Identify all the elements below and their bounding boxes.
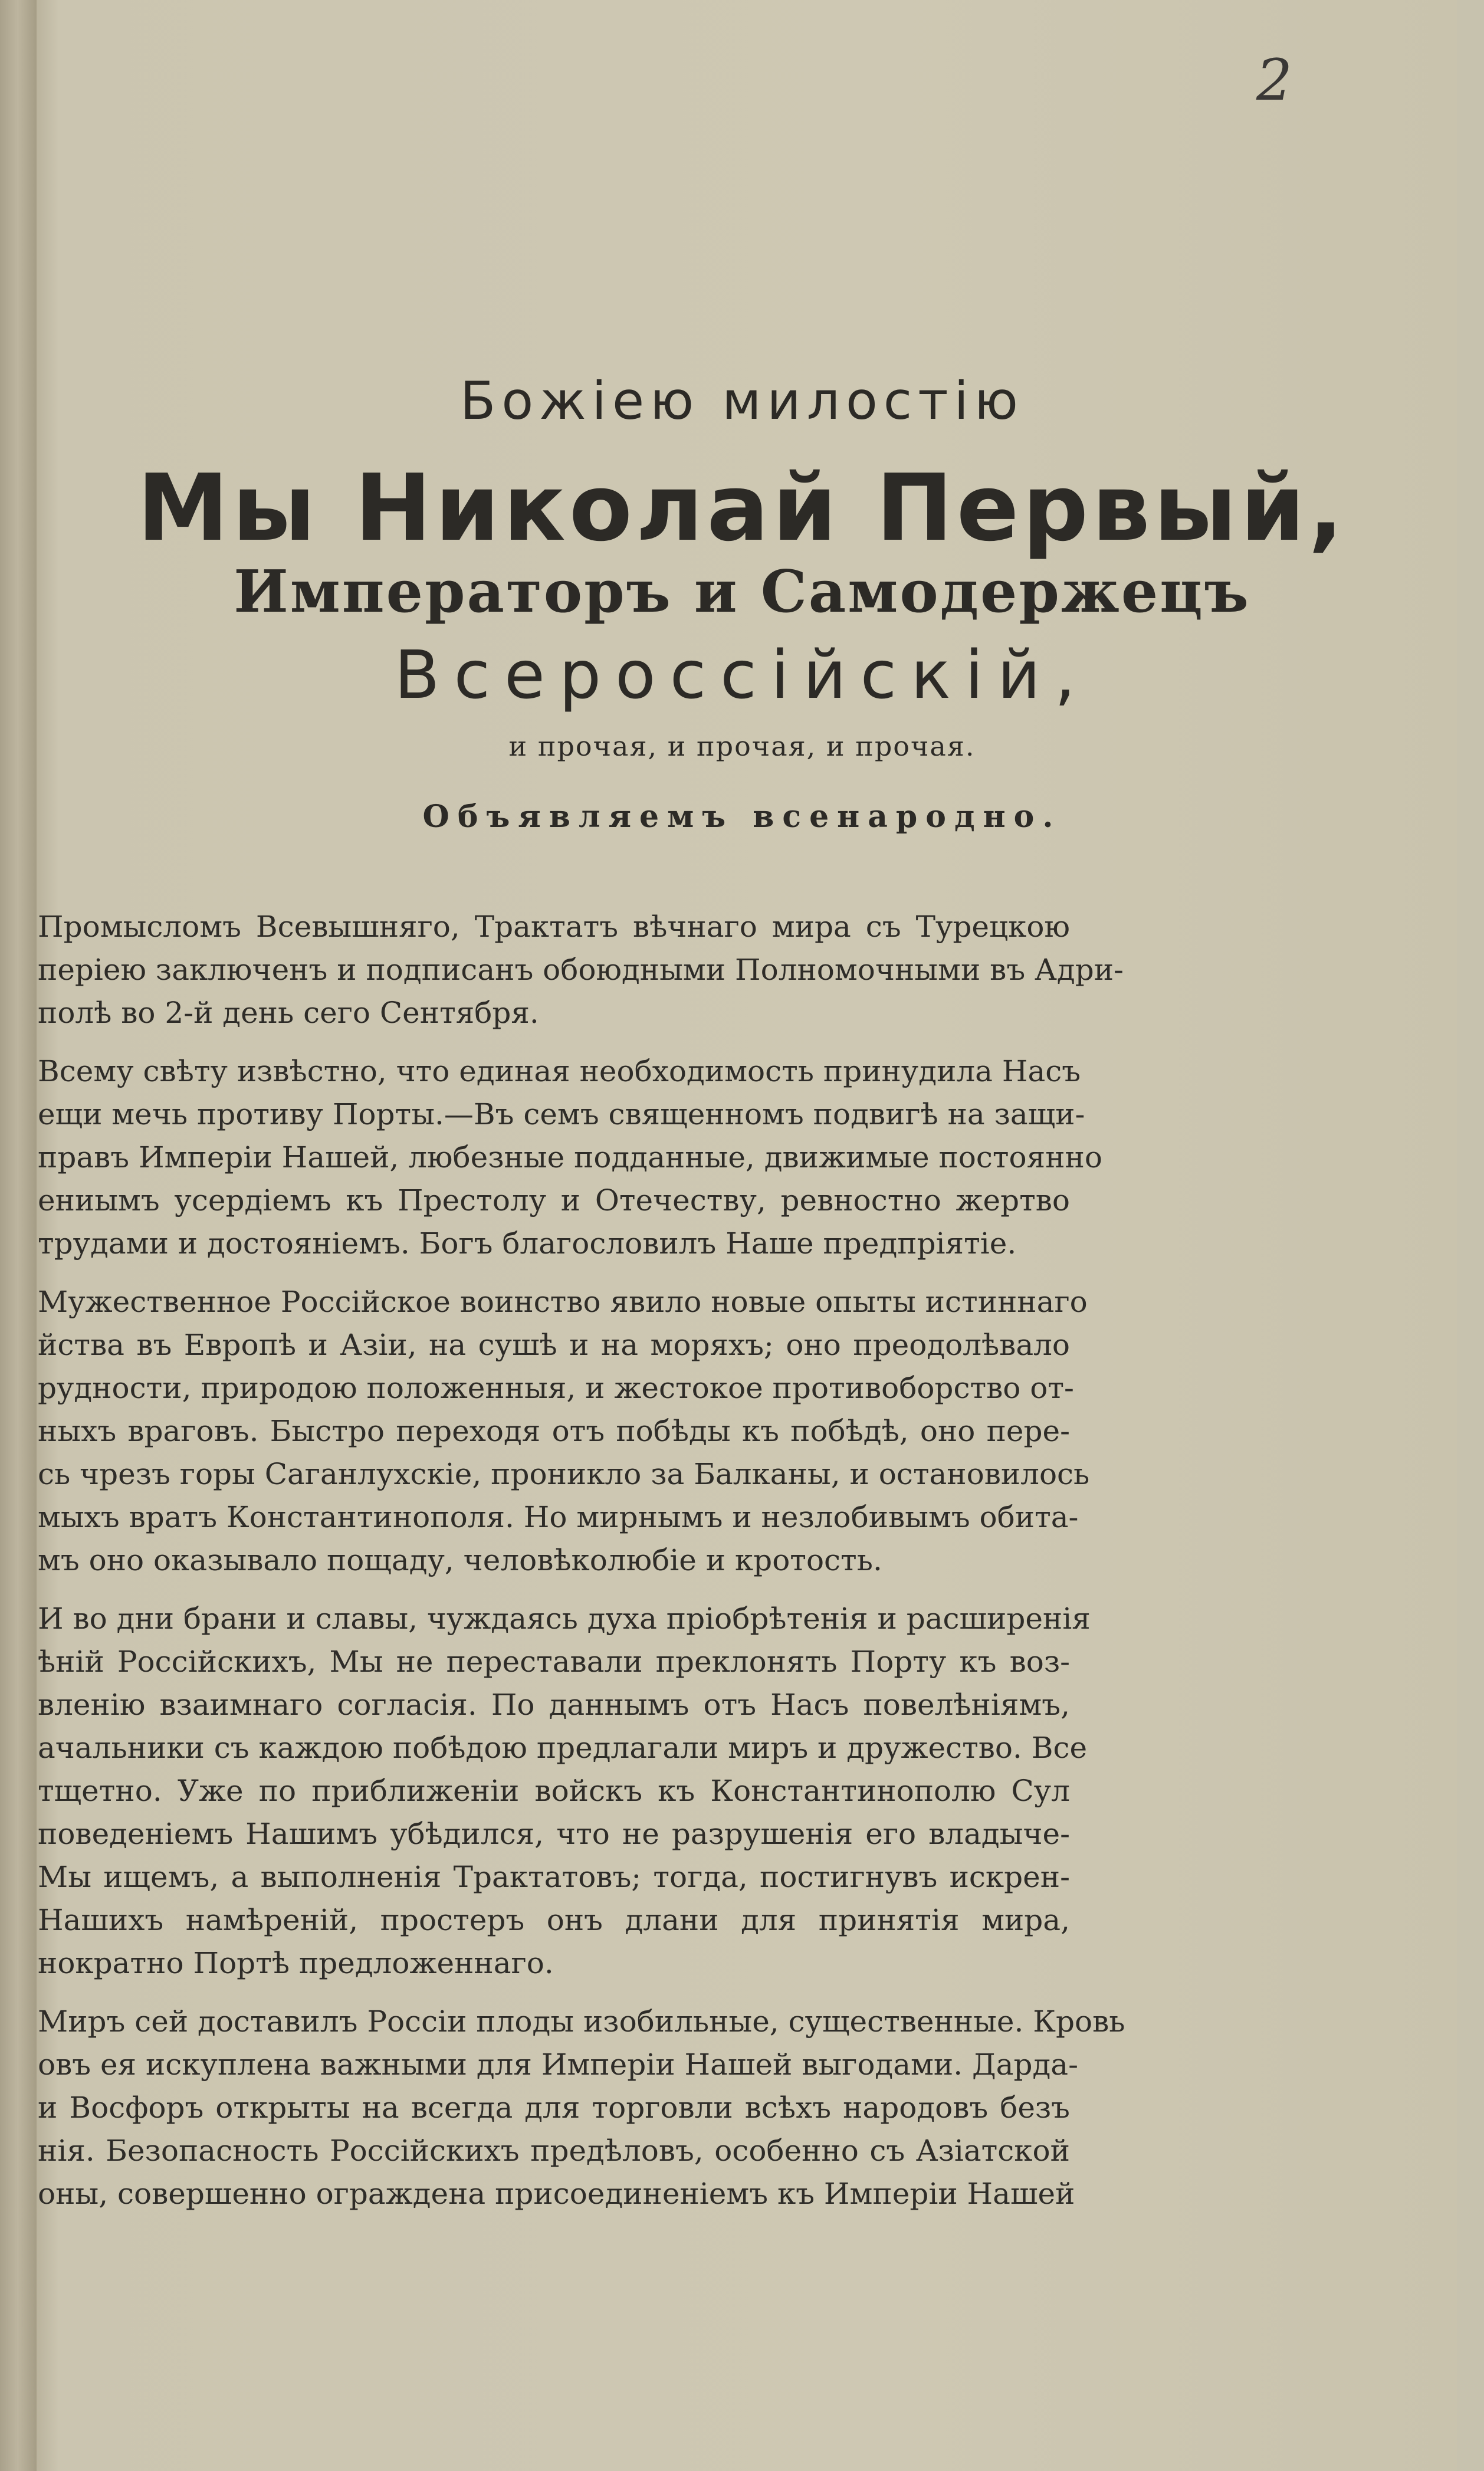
text-line: овъ ея искуплена важными для Имперiи Нашей выгодами. Дарда- (38, 2047, 1078, 2082)
heading-line-6: Объявляемъ всенародно. (422, 799, 1062, 835)
paragraph (38, 2000, 1125, 2216)
text-line: нократно Портѣ предложеннаго. (38, 1946, 554, 1980)
text-line: полѣ во 2-й день сего Сентября. (38, 996, 539, 1030)
text-line: Нашихъ намѣренiй, простеръ онъ длани для принятiя мира, (38, 1903, 1070, 1937)
heading-line-1: Божiею милостiю (460, 370, 1024, 431)
heading-line-3: Императоръ и Самодержецъ (234, 558, 1250, 626)
text-line: Мы ищемъ, а выполненiя Трактатовъ; тогда, постигнувъ искрен- (38, 1860, 1070, 1894)
text-line: поведенiемъ Нашимъ убѣдился, что не разрушенiя его владыче- (38, 1817, 1070, 1851)
text-line: ещи мечь противу Порты.—Въ семъ священномъ подвигѣ на защи- (38, 1097, 1085, 1131)
text-line: ачальники съ каждою побѣдою предлагали миръ и дружество. Все (38, 1731, 1088, 1765)
text-line: перiею заключенъ и подписанъ обоюдными Полномочными въ Адри- (38, 953, 1124, 987)
heading-line-4: Всероссiйскiй, (394, 637, 1090, 714)
text-line: мыхъ вратъ Константинополя. Но мирнымъ и незлобивымъ обита- (38, 1500, 1079, 1534)
paragraph (38, 905, 1124, 1035)
text-line: ѣнiй Россiйскихъ, Мы не переставали преклонять Порту къ воз- (38, 1645, 1070, 1679)
text-line: правъ Имперiи Нашей, любезные подданные, движимые постоянно (38, 1140, 1102, 1174)
text-line: Всему свѣту извѣстно, что единая необходимость принудила Насъ (38, 1054, 1081, 1088)
text-line: тщетно. Уже по приближенiи войскъ къ Константинополю Сул (38, 1774, 1070, 1808)
manifesto-body (38, 905, 1125, 2231)
heading-line-2: Мы Николай Первый, (137, 454, 1347, 562)
heading-line-5: и прочая, и прочая, и прочая. (508, 730, 976, 762)
text-line: рудности, природою положенныя, и жестокое противоборство от- (38, 1371, 1074, 1405)
paragraph (38, 1597, 1091, 1985)
folio-number: 2 (1256, 47, 1293, 113)
text-line: ныхъ враговъ. Быстро переходя отъ побѣды къ побѣдѣ, оно пере- (38, 1414, 1070, 1448)
text-line: йства въ Европѣ и Азiи, на сушѣ и на моряхъ; оно преодолѣвало (38, 1328, 1070, 1362)
text-line: ениымъ усердiемъ къ Престолу и Отечеству, ревностно жертво (38, 1183, 1070, 1218)
text-line: сь чрезъ горы Саганлухскiе, проникло за Балканы, и остановилось (38, 1457, 1090, 1491)
text-line: И во дни брани и славы, чуждаясь духа прiобрѣтенiя и расширенiя (38, 1602, 1091, 1636)
paragraph (38, 1281, 1090, 1582)
text-line: трудами и достоянiемъ. Богъ благословилъ Наше предпрiятiе. (38, 1226, 1017, 1261)
paragraph (38, 1050, 1102, 1265)
text-line: и Восфоръ открыты на всегда для торговли всѣхъ народовъ безъ (38, 2091, 1070, 2125)
text-line: нiя. Безопасность Россiйскихъ предѣловъ, особенно съ Азiатской (38, 2134, 1070, 2168)
text-line: Мужественное Россiйское воинство явило новые опыты истиннаго (38, 1285, 1088, 1319)
text-line: Миръ сей доставилъ Россiи плоды изобильные, существенные. Кровь (38, 2004, 1125, 2039)
text-line: вленiю взаимнаго согласiя. По даннымъ отъ Насъ повелѣнiямъ, (38, 1688, 1070, 1722)
text-line: Промысломъ Всевышняго, Трактатъ вѣчнаго мира съ Турецкою (38, 910, 1070, 944)
text-line: мъ оно оказывало пощаду, человѣколюбiе и кротость. (38, 1543, 882, 1577)
text-line: оны, совершенно ограждена присоединенiемъ къ Имперiи Нашей (38, 2177, 1075, 2211)
